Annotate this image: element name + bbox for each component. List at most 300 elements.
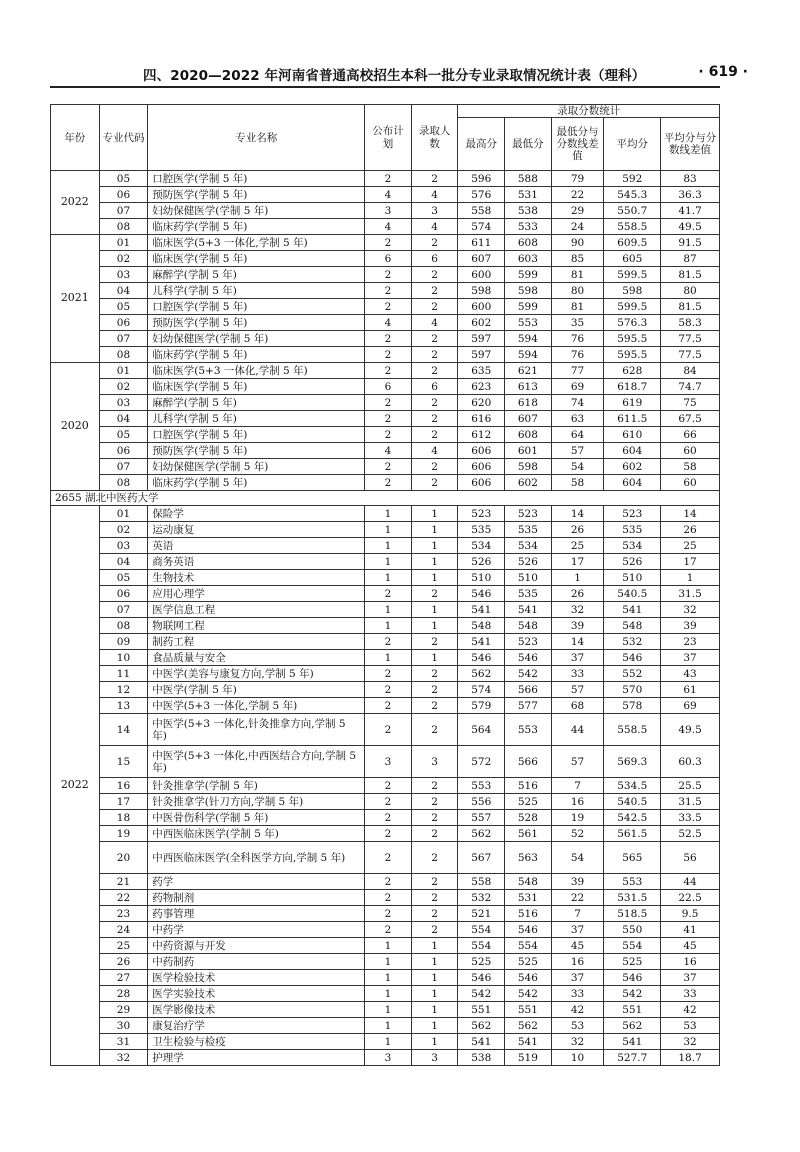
plan-cell: 4 [365, 315, 412, 331]
min-cell: 601 [505, 443, 552, 459]
plan-cell: 2 [365, 347, 412, 363]
avg-cell: 518.5 [604, 906, 661, 922]
min-diff-cell: 10 [551, 1050, 604, 1066]
avg-cell: 562 [604, 1018, 661, 1034]
avg-cell: 554 [604, 938, 661, 954]
avg-cell: 611.5 [604, 411, 661, 427]
min-diff-cell: 53 [551, 1018, 604, 1034]
col-min-diff: 最低分与分数线差值 [551, 118, 604, 171]
table-row [51, 618, 720, 634]
plan-cell: 2 [365, 171, 412, 187]
table-row [51, 906, 720, 922]
name-cell: 中医学(美容与康复方向,学制 5 年) [148, 666, 365, 682]
name-cell: 中医学(5+3 一体化,学制 5 年) [148, 698, 365, 714]
min-diff-cell: 22 [551, 187, 604, 203]
min-cell: 598 [505, 283, 552, 299]
max-cell: 602 [458, 315, 505, 331]
min-cell: 566 [505, 746, 552, 778]
min-diff-cell: 33 [551, 986, 604, 1002]
plan-cell: 1 [365, 1018, 412, 1034]
admit-cell: 2 [411, 235, 458, 251]
admit-cell: 2 [411, 299, 458, 315]
admit-cell: 6 [411, 251, 458, 267]
avg-diff-cell: 52.5 [661, 826, 720, 842]
avg-diff-cell: 41.7 [661, 203, 720, 219]
code-cell: 24 [99, 922, 148, 938]
avg-diff-cell: 84 [661, 363, 720, 379]
plan-cell: 1 [365, 538, 412, 554]
code-cell: 01 [99, 363, 148, 379]
table-row [51, 1018, 720, 1034]
admit-cell: 2 [411, 794, 458, 810]
avg-diff-cell: 31.5 [661, 586, 720, 602]
avg-diff-cell: 36.3 [661, 187, 720, 203]
avg-diff-cell: 33 [661, 986, 720, 1002]
plan-cell: 2 [365, 682, 412, 698]
plan-cell: 2 [365, 475, 412, 491]
min-diff-cell: 33 [551, 666, 604, 682]
min-cell: 546 [505, 650, 552, 666]
min-diff-cell: 68 [551, 698, 604, 714]
avg-diff-cell: 91.5 [661, 235, 720, 251]
avg-diff-cell: 25.5 [661, 778, 720, 794]
avg-diff-cell: 42 [661, 1002, 720, 1018]
table-row [51, 1050, 720, 1066]
min-diff-cell: 7 [551, 778, 604, 794]
admit-cell: 2 [411, 682, 458, 698]
plan-cell: 2 [365, 411, 412, 427]
min-cell: 588 [505, 171, 552, 187]
max-cell: 623 [458, 379, 505, 395]
plan-cell: 2 [365, 299, 412, 315]
table-row [51, 554, 720, 570]
plan-cell: 2 [365, 363, 412, 379]
min-diff-cell: 44 [551, 714, 604, 746]
min-diff-cell: 37 [551, 922, 604, 938]
table-row [51, 363, 720, 379]
admit-cell: 4 [411, 219, 458, 235]
avg-cell: 540.5 [604, 794, 661, 810]
name-cell: 药学 [148, 874, 365, 890]
table-row [51, 187, 720, 203]
min-diff-cell: 26 [551, 522, 604, 538]
plan-cell: 1 [365, 522, 412, 538]
code-cell: 30 [99, 1018, 148, 1034]
avg-cell: 541 [604, 1034, 661, 1050]
max-cell: 523 [458, 506, 505, 522]
avg-cell: 604 [604, 475, 661, 491]
plan-cell: 2 [365, 586, 412, 602]
max-cell: 579 [458, 698, 505, 714]
admit-cell: 2 [411, 363, 458, 379]
name-cell: 中医学(学制 5 年) [148, 682, 365, 698]
col-year: 年份 [51, 105, 100, 171]
max-cell: 557 [458, 810, 505, 826]
max-cell: 635 [458, 363, 505, 379]
max-cell: 510 [458, 570, 505, 586]
min-cell: 523 [505, 634, 552, 650]
min-cell: 541 [505, 1034, 552, 1050]
name-cell: 临床医学(5+3 一体化,学制 5 年) [148, 363, 365, 379]
min-diff-cell: 16 [551, 794, 604, 810]
avg-cell: 552 [604, 666, 661, 682]
avg-diff-cell: 37 [661, 970, 720, 986]
name-cell: 药物制剂 [148, 890, 365, 906]
name-cell: 保险学 [148, 506, 365, 522]
avg-cell: 542.5 [604, 810, 661, 826]
table-row [51, 714, 720, 746]
plan-cell: 2 [365, 842, 412, 874]
min-diff-cell: 22 [551, 890, 604, 906]
name-cell: 中西医临床医学(全科医学方向,学制 5 年) [148, 842, 365, 874]
name-cell: 临床药学(学制 5 年) [148, 219, 365, 235]
code-cell: 04 [99, 411, 148, 427]
name-cell: 中药制药 [148, 954, 365, 970]
avg-diff-cell: 49.5 [661, 714, 720, 746]
admit-cell: 2 [411, 890, 458, 906]
admit-cell: 2 [411, 347, 458, 363]
min-cell: 533 [505, 219, 552, 235]
name-cell: 中医学(5+3 一体化,中西医结合方向,学制 5 年) [148, 746, 365, 778]
table-row [51, 794, 720, 810]
min-cell: 542 [505, 666, 552, 682]
min-cell: 618 [505, 395, 552, 411]
code-cell: 10 [99, 650, 148, 666]
min-cell: 594 [505, 347, 552, 363]
min-cell: 577 [505, 698, 552, 714]
avg-cell: 618.7 [604, 379, 661, 395]
min-diff-cell: 54 [551, 842, 604, 874]
min-diff-cell: 39 [551, 618, 604, 634]
plan-cell: 3 [365, 203, 412, 219]
min-cell: 525 [505, 794, 552, 810]
avg-cell: 534 [604, 538, 661, 554]
admit-cell: 1 [411, 522, 458, 538]
avg-diff-cell: 37 [661, 650, 720, 666]
max-cell: 541 [458, 634, 505, 650]
plan-cell: 2 [365, 235, 412, 251]
table-row [51, 283, 720, 299]
avg-cell: 576.3 [604, 315, 661, 331]
name-cell: 口腔医学(学制 5 年) [148, 427, 365, 443]
min-cell: 535 [505, 586, 552, 602]
min-diff-cell: 69 [551, 379, 604, 395]
avg-cell: 531.5 [604, 890, 661, 906]
name-cell: 中医骨伤科学(学制 5 年) [148, 810, 365, 826]
max-cell: 541 [458, 602, 505, 618]
code-cell: 04 [99, 283, 148, 299]
avg-diff-cell: 43 [661, 666, 720, 682]
table-row [51, 746, 720, 778]
avg-diff-cell: 9.5 [661, 906, 720, 922]
min-cell: 613 [505, 379, 552, 395]
table-row [51, 778, 720, 794]
code-cell: 17 [99, 794, 148, 810]
year-cell: 2021 [51, 235, 100, 363]
max-cell: 525 [458, 954, 505, 970]
min-diff-cell: 17 [551, 554, 604, 570]
name-cell: 预防医学(学制 5 年) [148, 443, 365, 459]
admit-cell: 1 [411, 1034, 458, 1050]
plan-cell: 1 [365, 938, 412, 954]
avg-diff-cell: 60 [661, 443, 720, 459]
max-cell: 597 [458, 347, 505, 363]
name-cell: 运动康复 [148, 522, 365, 538]
plan-cell: 2 [365, 906, 412, 922]
avg-cell: 548 [604, 618, 661, 634]
plan-cell: 1 [365, 554, 412, 570]
plan-cell: 2 [365, 874, 412, 890]
max-cell: 612 [458, 427, 505, 443]
plan-cell: 1 [365, 1034, 412, 1050]
max-cell: 606 [458, 459, 505, 475]
code-cell: 01 [99, 235, 148, 251]
year-cell: 2022 [51, 171, 100, 235]
min-cell: 563 [505, 842, 552, 874]
min-diff-cell: 90 [551, 235, 604, 251]
name-cell: 医学影像技术 [148, 1002, 365, 1018]
avg-cell: 523 [604, 506, 661, 522]
admit-cell: 2 [411, 666, 458, 682]
min-cell: 531 [505, 187, 552, 203]
admit-cell: 2 [411, 634, 458, 650]
avg-diff-cell: 56 [661, 842, 720, 874]
avg-diff-cell: 58.3 [661, 315, 720, 331]
table-row [51, 874, 720, 890]
admit-cell: 2 [411, 714, 458, 746]
name-cell: 口腔医学(学制 5 年) [148, 299, 365, 315]
avg-cell: 561.5 [604, 826, 661, 842]
min-cell: 525 [505, 954, 552, 970]
name-cell: 中西医临床医学(学制 5 年) [148, 826, 365, 842]
min-diff-cell: 26 [551, 586, 604, 602]
max-cell: 521 [458, 906, 505, 922]
avg-cell: 595.5 [604, 347, 661, 363]
min-cell: 541 [505, 602, 552, 618]
avg-diff-cell: 26 [661, 522, 720, 538]
avg-cell: 542 [604, 986, 661, 1002]
table-row [51, 427, 720, 443]
max-cell: 600 [458, 299, 505, 315]
code-cell: 29 [99, 1002, 148, 1018]
avg-cell: 610 [604, 427, 661, 443]
table-row [51, 826, 720, 842]
avg-cell: 546 [604, 650, 661, 666]
plan-cell: 1 [365, 970, 412, 986]
admit-cell: 2 [411, 171, 458, 187]
admit-cell: 1 [411, 954, 458, 970]
min-diff-cell: 29 [551, 203, 604, 219]
min-diff-cell: 37 [551, 970, 604, 986]
plan-cell: 2 [365, 698, 412, 714]
admit-cell: 2 [411, 267, 458, 283]
code-cell: 11 [99, 666, 148, 682]
min-cell: 548 [505, 618, 552, 634]
code-cell: 07 [99, 459, 148, 475]
table-body [51, 171, 720, 1066]
min-cell: 603 [505, 251, 552, 267]
min-cell: 566 [505, 682, 552, 698]
code-cell: 03 [99, 267, 148, 283]
min-diff-cell: 35 [551, 315, 604, 331]
name-cell: 应用心理学 [148, 586, 365, 602]
avg-cell: 599.5 [604, 267, 661, 283]
plan-cell: 2 [365, 826, 412, 842]
table-row [51, 315, 720, 331]
code-cell: 03 [99, 395, 148, 411]
table-row [51, 331, 720, 347]
table-row [51, 299, 720, 315]
max-cell: 548 [458, 618, 505, 634]
admit-cell: 3 [411, 1050, 458, 1066]
avg-diff-cell: 74.7 [661, 379, 720, 395]
avg-diff-cell: 44 [661, 874, 720, 890]
min-diff-cell: 57 [551, 682, 604, 698]
avg-diff-cell: 14 [661, 506, 720, 522]
max-cell: 538 [458, 1050, 505, 1066]
avg-diff-cell: 16 [661, 954, 720, 970]
plan-cell: 1 [365, 618, 412, 634]
min-diff-cell: 52 [551, 826, 604, 842]
min-cell: 528 [505, 810, 552, 826]
admit-cell: 2 [411, 810, 458, 826]
max-cell: 616 [458, 411, 505, 427]
code-cell: 03 [99, 538, 148, 554]
table-row [51, 459, 720, 475]
table-row [51, 219, 720, 235]
max-cell: 596 [458, 171, 505, 187]
header-rule [50, 86, 720, 88]
table-row [51, 650, 720, 666]
min-cell: 562 [505, 1018, 552, 1034]
max-cell: 564 [458, 714, 505, 746]
table-row [51, 602, 720, 618]
min-diff-cell: 58 [551, 475, 604, 491]
min-diff-cell: 76 [551, 347, 604, 363]
name-cell: 康复治疗学 [148, 1018, 365, 1034]
min-cell: 531 [505, 890, 552, 906]
plan-cell: 1 [365, 570, 412, 586]
min-diff-cell: 25 [551, 538, 604, 554]
table-row [51, 379, 720, 395]
min-cell: 554 [505, 938, 552, 954]
avg-cell: 540.5 [604, 586, 661, 602]
plan-cell: 3 [365, 1050, 412, 1066]
avg-diff-cell: 60 [661, 475, 720, 491]
plan-cell: 4 [365, 443, 412, 459]
max-cell: 526 [458, 554, 505, 570]
col-code: 专业代码 [99, 105, 148, 171]
table-row [51, 203, 720, 219]
table-row [51, 666, 720, 682]
name-cell: 中药学 [148, 922, 365, 938]
avg-diff-cell: 80 [661, 283, 720, 299]
max-cell: 562 [458, 1018, 505, 1034]
avg-diff-cell: 33.5 [661, 810, 720, 826]
name-cell: 麻醉学(学制 5 年) [148, 267, 365, 283]
max-cell: 556 [458, 794, 505, 810]
max-cell: 606 [458, 475, 505, 491]
avg-diff-cell: 81.5 [661, 267, 720, 283]
table-row [51, 954, 720, 970]
min-cell: 598 [505, 459, 552, 475]
table-row [51, 267, 720, 283]
plan-cell: 4 [365, 219, 412, 235]
admit-cell: 1 [411, 1018, 458, 1034]
code-cell: 20 [99, 842, 148, 874]
table-row [51, 810, 720, 826]
admit-cell: 2 [411, 475, 458, 491]
min-cell: 608 [505, 427, 552, 443]
max-cell: 574 [458, 682, 505, 698]
max-cell: 572 [458, 746, 505, 778]
avg-diff-cell: 39 [661, 618, 720, 634]
avg-diff-cell: 1 [661, 570, 720, 586]
min-diff-cell: 85 [551, 251, 604, 267]
avg-cell: 599.5 [604, 299, 661, 315]
code-cell: 05 [99, 299, 148, 315]
code-cell: 31 [99, 1034, 148, 1050]
plan-cell: 2 [365, 810, 412, 826]
min-diff-cell: 16 [551, 954, 604, 970]
code-cell: 09 [99, 634, 148, 650]
min-diff-cell: 77 [551, 363, 604, 379]
max-cell: 620 [458, 395, 505, 411]
table-row [51, 443, 720, 459]
admit-cell: 2 [411, 778, 458, 794]
min-diff-cell: 37 [551, 650, 604, 666]
max-cell: 551 [458, 1002, 505, 1018]
plan-cell: 2 [365, 922, 412, 938]
avg-diff-cell: 45 [661, 938, 720, 954]
admit-cell: 1 [411, 986, 458, 1002]
max-cell: 541 [458, 1034, 505, 1050]
max-cell: 567 [458, 842, 505, 874]
max-cell: 562 [458, 666, 505, 682]
avg-diff-cell: 77.5 [661, 331, 720, 347]
avg-diff-cell: 60.3 [661, 746, 720, 778]
avg-cell: 534.5 [604, 778, 661, 794]
min-cell: 510 [505, 570, 552, 586]
avg-cell: 565 [604, 842, 661, 874]
avg-diff-cell: 61 [661, 682, 720, 698]
name-cell: 临床医学(学制 5 年) [148, 379, 365, 395]
table-row [51, 1034, 720, 1050]
avg-cell: 578 [604, 698, 661, 714]
avg-diff-cell: 25 [661, 538, 720, 554]
table-row [51, 251, 720, 267]
plan-cell: 2 [365, 714, 412, 746]
min-diff-cell: 14 [551, 634, 604, 650]
avg-cell: 598 [604, 283, 661, 299]
code-cell: 06 [99, 586, 148, 602]
admit-cell: 4 [411, 443, 458, 459]
name-cell: 妇幼保健医学(学制 5 年) [148, 203, 365, 219]
min-cell: 602 [505, 475, 552, 491]
avg-diff-cell: 32 [661, 602, 720, 618]
col-max: 最高分 [458, 118, 505, 171]
table-row [51, 586, 720, 602]
name-cell: 麻醉学(学制 5 年) [148, 395, 365, 411]
plan-cell: 2 [365, 283, 412, 299]
admit-cell: 2 [411, 331, 458, 347]
code-cell: 01 [99, 506, 148, 522]
avg-cell: 609.5 [604, 235, 661, 251]
name-cell: 卫生检验与检疫 [148, 1034, 365, 1050]
admit-cell: 2 [411, 586, 458, 602]
name-cell: 预防医学(学制 5 年) [148, 315, 365, 331]
admit-cell: 3 [411, 746, 458, 778]
